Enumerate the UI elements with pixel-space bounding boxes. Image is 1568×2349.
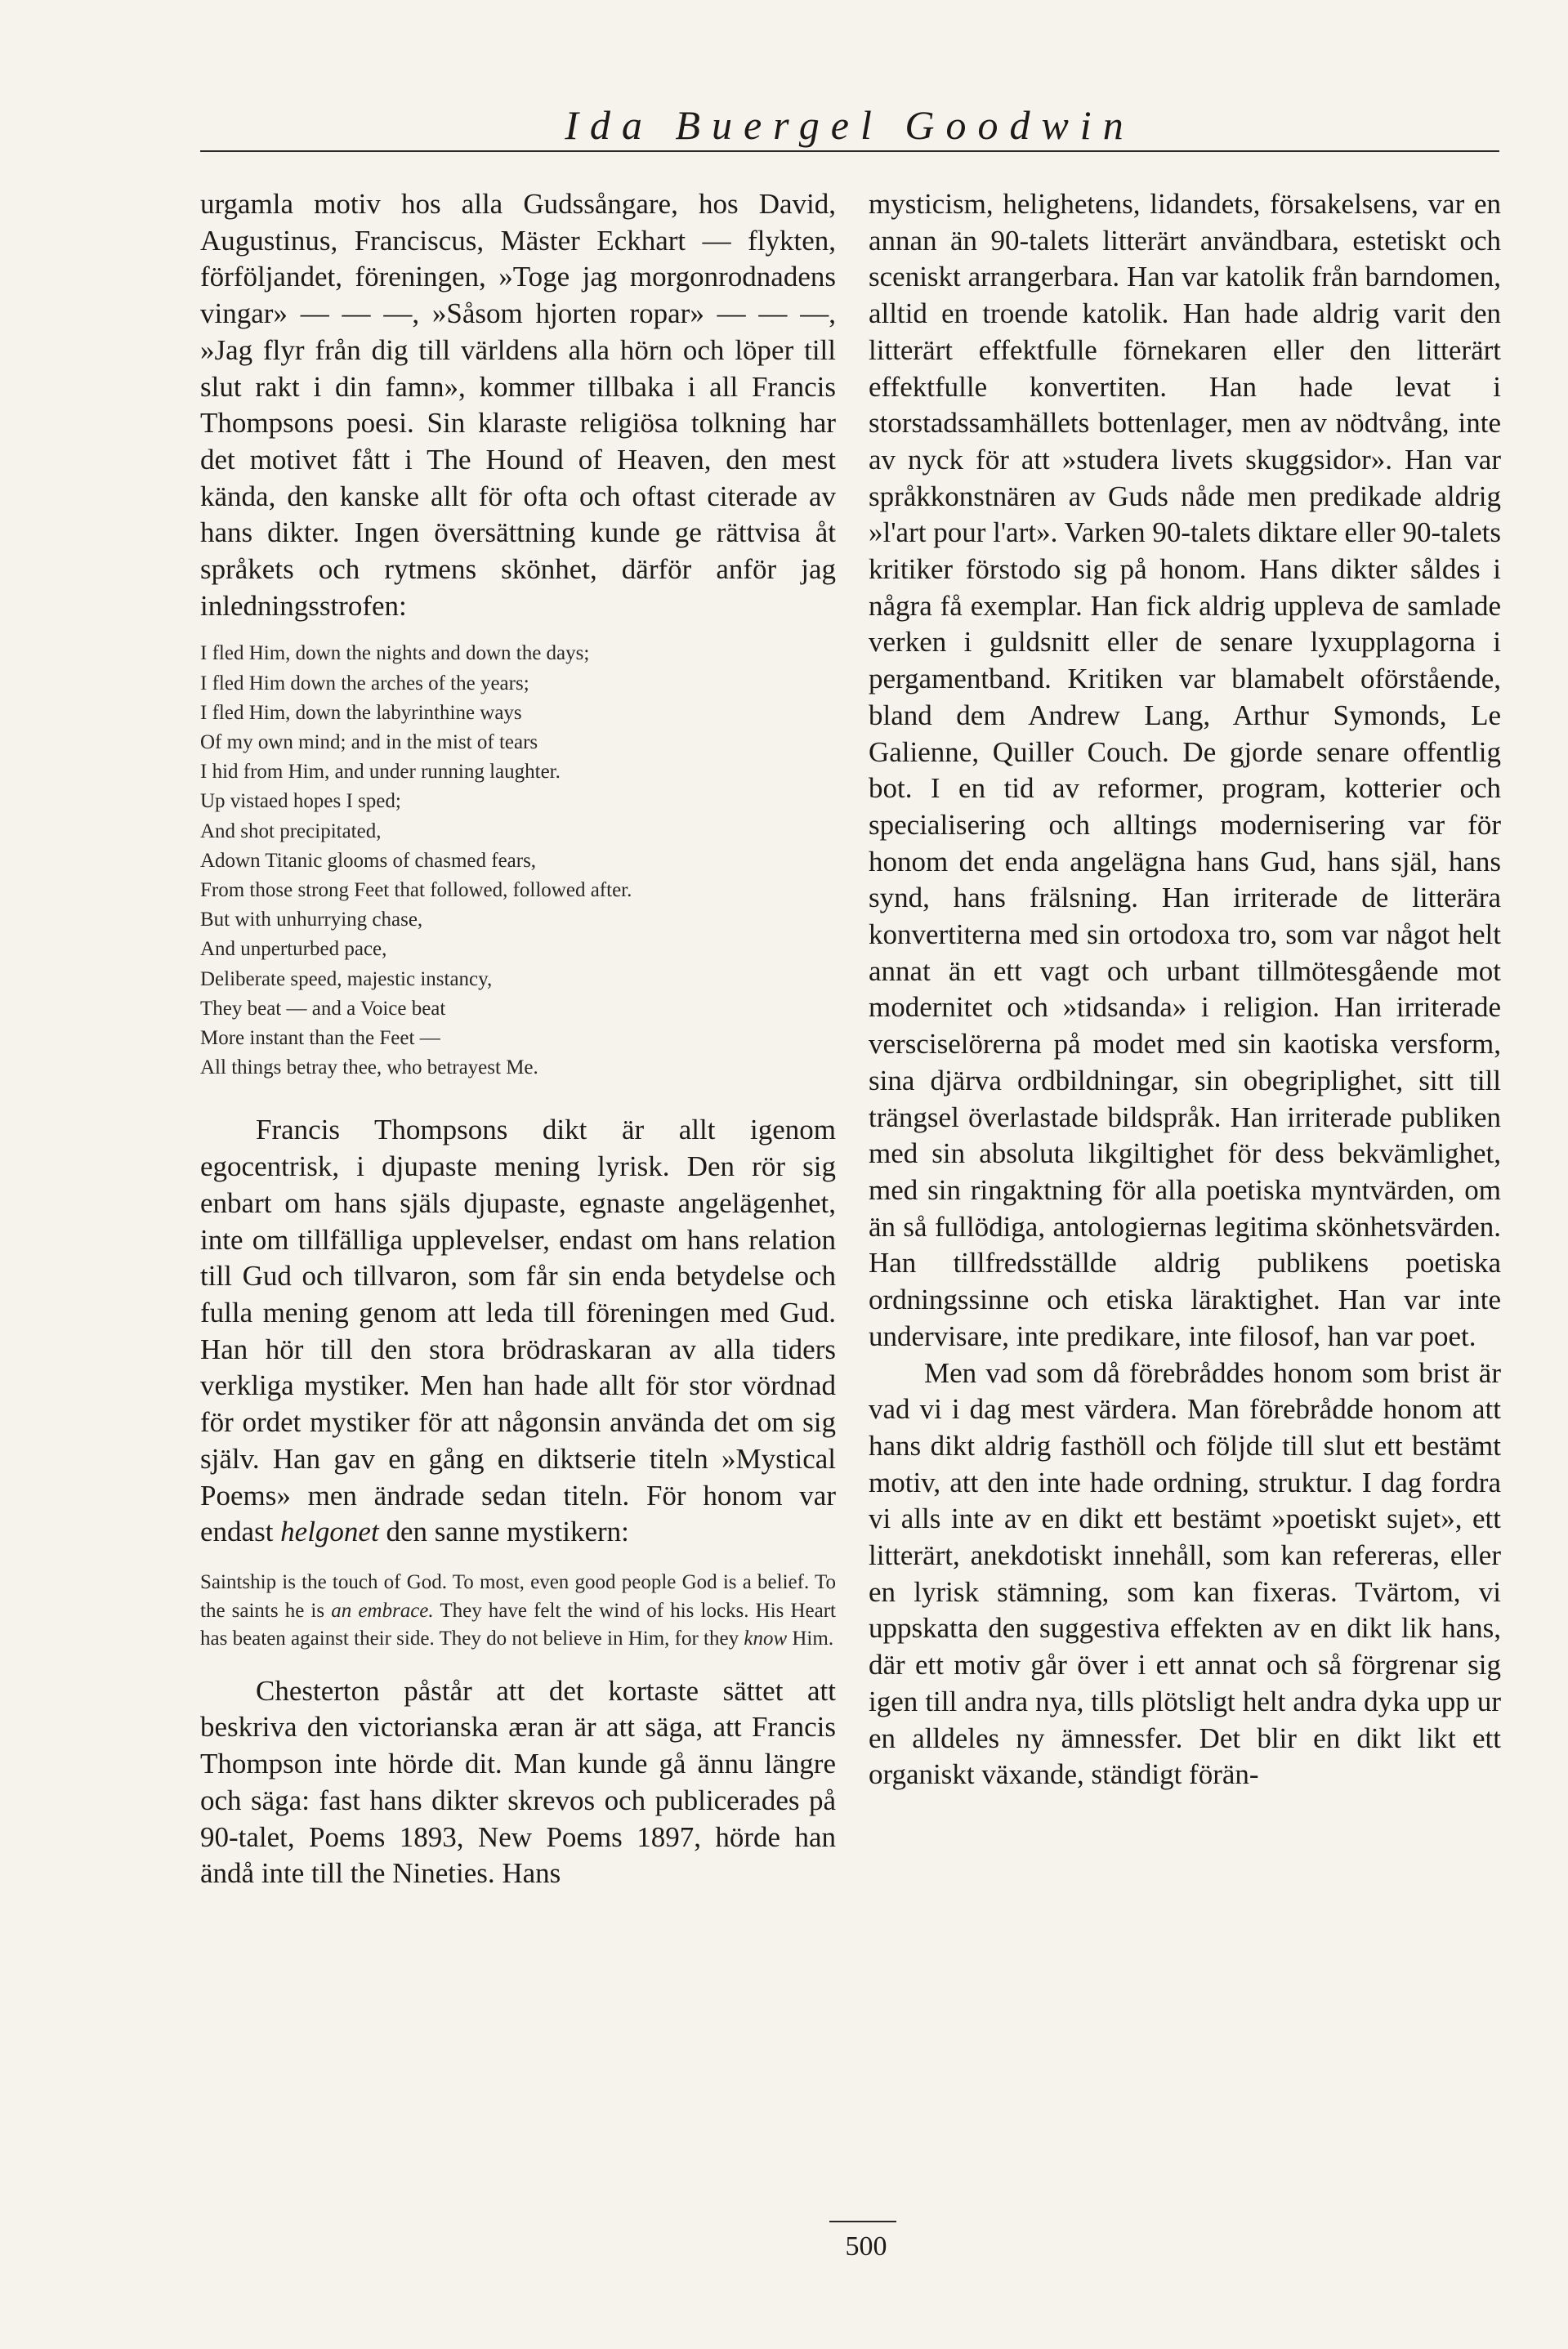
quote-text: Him. — [792, 1628, 834, 1650]
poem-line: I fled Him down the arches of the years; — [200, 672, 529, 694]
poem-line: From those strong Feet that followed, followed after. — [200, 879, 632, 902]
left-paragraph-1: urgamla motiv hos alla Gudssångare, hos David, Augustinus, Franciscus, Mäster Eckhart — flykten, förföljandet, föreningen, »Toge jag morgonrodnadens vingar» — — —, »Såsom hjorten ropar» — — —, »Jag flyr från dig till världens alla hörn och löper till slut rakt i din famn», kommer tillbaka i all Francis Thompsons poesi. Sin klaraste religiösa tolkning har det motivet fått i The Hound of Heaven, den mest kända, den kanske allt för ofta och oftast citerade av hans dikter. Ingen översättning kunde ge rättvisa åt språkets och rytmens skönhet, därför anför jag inledningsstrofen: — [200, 188, 836, 622]
running-header — [200, 96, 1499, 154]
page-number-rule — [829, 2221, 896, 2222]
left-paragraph-2-text: Francis Thompsons dikt är allt igenom egocentrisk, i djupaste mening lyrisk. Den rör sig enbart om hans själs djupaste, egnaste angelägenhet, inte om tillfälliga upplevelser, endast om hans relation till Gud och tillvaron, som får sin enda betydelse och fulla mening genom att leda till föreningen med Gud. Han hör till den stora brödraskaran av alla tiders verkliga mystiker. Men han hade allt för stor vördnad för ordet mystiker för att någonsin använda det om sig själv. Han gav en gång en diktserie titeln »Mystical Poems» men ändrade sedan titeln. För honom var endast — [200, 1114, 836, 1548]
page-number: 500 — [845, 2231, 887, 2262]
italic-word: helgonet — [280, 1516, 379, 1548]
left-paragraph-2-end: den sanne mystikern: — [386, 1516, 629, 1548]
poem-line: All things betray thee, who betrayest Me. — [200, 1056, 538, 1079]
poem-line: More instant than the Feet — — [200, 1027, 440, 1050]
poem-line: They beat — and a Voice beat — [200, 997, 446, 1020]
right-paragraph-1: mysticism, helighetens, lidandets, försakelsens, var en annan än 90-talets litterärt användbara, estetiskt och sceniskt arrangerbara. Han var katolik från barndomen, alltid en troende katolik. Han hade aldrig varit den litterärt effektfulle förnekaren eller den litterärt effektfulle konvertiten. Han hade levat i storstadssamhällets bottenlager, men av nödtvång, inte av nyck för att »studera livets skuggsidor». Han var språkkonstnären av Guds nåde men predikade aldrig »l'art pour l'art». Varken 90-talets diktare eller 90-talets kritiker förstodo sig på honom. Hans dikter såldes i några få exemplar. Han fick aldrig uppleva de samlade verken i guldsnitt eller de senare lyxupplagorna i pergamentband. Kritiken var blamabelt oförstående, bland dem Andrew Lang, Arthur Symonds, Le Galienne, Quiller Couch. De gjorde senare offentlig bot. I en tid av reformer, program, kotterier och specialisering och alltings modernisering var för honom det enda angelägna hans Gud, hans själ, hans synd, hans frälsning. Han irriterade de litterära konvertiterna med sin ortodoxa tro, som var något helt annat än ett vagt och urbant tillmötesgående mot modernitet och »tidsanda» i religion. Han irriterade versciselörerna på modet med sin kaotiska versform, sina djärva ordbildningar, sin obegriplighet, sitt till trängsel överlastade bildspråk. Han irriterade publiken med sin absoluta likgiltighet för dess bekvämlighet, med sin ringaktning för alla poetiska myntvärden, om än så fullödiga, antologiernas legitima skönhetsvärden. Han tillfredsställde aldrig publikens poetiska ordningssinne och etiska läraktighet. Han var inte undervisare, inte predikare, inte filosof, han var poet. — [869, 188, 1501, 1352]
poem-line: Adown Titanic glooms of chasmed fears, — [200, 849, 537, 872]
right-column — [869, 186, 1501, 1793]
poem-line: Of my own mind; and in the mist of tears — [200, 731, 538, 754]
quote-text: Saintship is the touch of God. To most, even good people God is a belief. To the saints he is — [200, 1570, 836, 1622]
quote-text: They have felt the wind of his locks. His Heart has beaten against their side. They do not believe in Him, for they — [200, 1599, 837, 1650]
quote-italic: an embrace. — [331, 1599, 434, 1622]
poem-line: But with unhurrying chase, — [200, 909, 423, 931]
poem-line: I hid from Him, and under running laughter. — [200, 761, 561, 784]
right-paragraph-2: Men vad som då förebråddes honom som brist är vad vi i dag mest värdera. Man förebrådde honom att hans dikt aldrig fasthöll och följde till slut ett bestämt motiv, att den inte hade ordning, struktur. I dag fordra vi alls inte av en dikt ett bestämt »poetiskt sujet», ett litterärt, anekdotiskt innehåll, som kan refereras, eller en lyrisk stämning, som kan fixeras. Tvärtom, vi uppskatta den suggestiva effekten av en dikt lik hans, där ett motiv går över i ett annat och så förgrenar sig igen till andra nya, tills plötsligt helt andra dyka upp ur en alldeles ny ämnessfer. Det blir en dikt likt ett organiskt växande, ständigt förän- — [869, 1356, 1501, 1791]
poem-line: And unperturbed pace, — [200, 938, 387, 961]
header-title: Ida Buergel Goodwin — [565, 102, 1135, 148]
prose-quotation — [200, 1569, 836, 1654]
poem-quotation — [200, 639, 836, 1083]
poem-line: Up vistaed hopes I sped; — [200, 790, 401, 813]
poem-line: And shot precipitated, — [200, 819, 382, 842]
left-column — [200, 186, 836, 1892]
header-rule — [200, 150, 1499, 152]
left-paragraph-2 — [200, 1112, 836, 1550]
quote-italic: know — [744, 1628, 788, 1650]
poem-line: Deliberate speed, majestic instancy, — [200, 967, 493, 990]
poem-line: I fled Him, down the nights and down the days; — [200, 642, 590, 665]
poem-line: I fled Him, down the labyrinthine ways — [200, 701, 522, 724]
left-paragraph-3: Chesterton påstår att det kortaste sättet att beskriva den victorianska æran är att säga, att Francis Thompson inte hörde dit. Man kunde gå ännu längre och säga: fast hans dikter skrevos och publicerades på 90-talet, Poems 1893, New Poems 1897, hörde han ändå inte till the Nineties. Hans — [200, 1674, 836, 1890]
